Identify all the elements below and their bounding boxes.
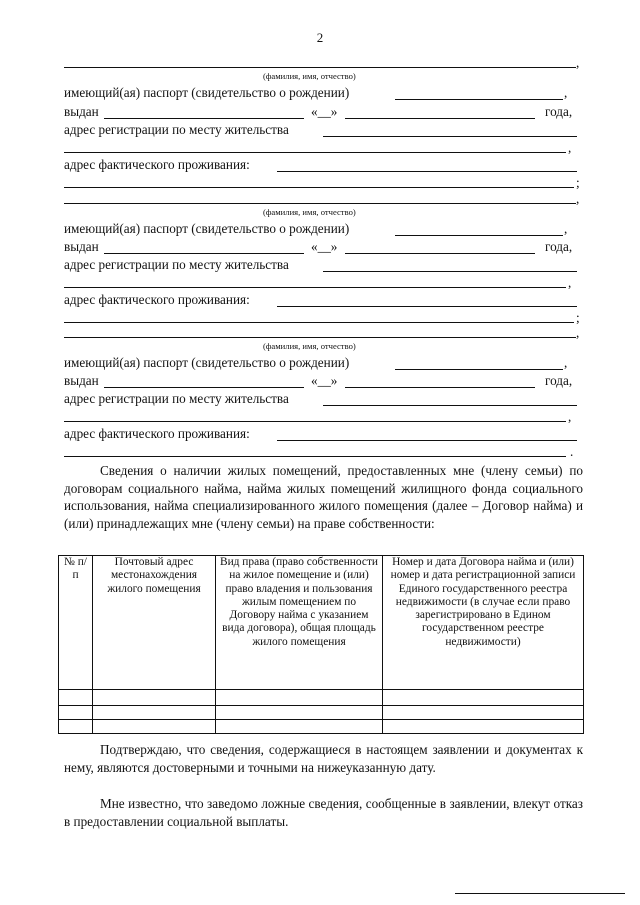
issued-by-field[interactable]	[104, 387, 304, 388]
issued-label: выдан	[64, 104, 99, 119]
comma: ,	[564, 221, 568, 236]
comma: ,	[568, 275, 572, 290]
actual-address-field[interactable]	[277, 171, 577, 172]
issue-date-field[interactable]	[345, 253, 535, 254]
actual-address-field-2[interactable]	[64, 322, 574, 323]
fio-field[interactable]	[64, 67, 576, 68]
year-label: года,	[545, 239, 573, 254]
date-day[interactable]: «__»	[311, 239, 338, 254]
actual-address-field[interactable]	[277, 440, 577, 441]
comma: ,	[568, 409, 572, 424]
actual-address-label: адрес фактического проживания:	[64, 157, 250, 172]
semicolon: ;	[576, 175, 580, 190]
registration-field[interactable]	[323, 405, 577, 406]
passport-field[interactable]	[395, 99, 563, 100]
actual-address-field[interactable]	[277, 306, 577, 307]
year-label: года,	[545, 104, 573, 119]
table-row[interactable]	[59, 706, 584, 720]
col-right-type-header: Вид права (право собственности на жилое помещение и (или) право владения и пользования жилым помещением по Договору найма с указанием вида договора), общая площадь жилого помещения	[216, 556, 383, 690]
issued-by-field[interactable]	[104, 118, 304, 119]
comma: ,	[576, 325, 580, 340]
registration-field-2[interactable]	[64, 152, 566, 153]
residence-table	[58, 555, 584, 734]
period: .	[570, 444, 574, 459]
comma: ,	[564, 355, 568, 370]
passport-field[interactable]	[395, 235, 563, 236]
passport-label: имеющий(ая) паспорт (свидетельство о рождении)	[64, 221, 350, 236]
passport-field[interactable]	[395, 369, 563, 370]
year-label: года,	[545, 373, 573, 388]
comma: ,	[576, 55, 580, 70]
page-number: 2	[316, 30, 324, 45]
actual-address-label: адрес фактического проживания:	[64, 426, 250, 441]
col-number-header: № п/п	[59, 556, 93, 690]
registration-field[interactable]	[323, 271, 577, 272]
registration-field-2[interactable]	[64, 421, 566, 422]
comma: ,	[568, 140, 572, 155]
fio-field[interactable]	[64, 337, 576, 338]
registration-label: адрес регистрации по месту жительства	[64, 257, 289, 272]
table-row[interactable]	[59, 720, 584, 734]
comma: ,	[576, 191, 580, 206]
date-day[interactable]: «__»	[311, 104, 338, 119]
passport-label: имеющий(ая) паспорт (свидетельство о рождении)	[64, 85, 350, 100]
footer-divider	[455, 893, 625, 894]
issued-by-field[interactable]	[104, 253, 304, 254]
issue-date-field[interactable]	[345, 118, 535, 119]
actual-address-label: адрес фактического проживания:	[64, 292, 250, 307]
date-day[interactable]: «__»	[311, 373, 338, 388]
issued-label: выдан	[64, 239, 99, 254]
registration-field-2[interactable]	[64, 287, 566, 288]
fio-caption: (фамилия, имя, отчество)	[263, 71, 356, 81]
warning-paragraph: Мне известно, что заведомо ложные сведения, сообщенные в заявлении, влекут отказ в предоставлении социальной выплаты.	[64, 796, 583, 829]
col-address-header: Почтовый адрес местонахождения жилого помещения	[93, 556, 216, 690]
passport-label: имеющий(ая) паспорт (свидетельство о рождении)	[64, 355, 350, 370]
actual-address-field-2[interactable]	[64, 187, 574, 188]
registration-field[interactable]	[323, 136, 577, 137]
comma: ,	[564, 85, 568, 100]
table-header-row	[59, 556, 584, 690]
fio-caption: (фамилия, имя, отчество)	[263, 341, 356, 351]
issued-label: выдан	[64, 373, 99, 388]
table-row[interactable]	[59, 690, 584, 706]
registration-label: адрес регистрации по месту жительства	[64, 122, 289, 137]
issue-date-field[interactable]	[345, 387, 535, 388]
fio-caption: (фамилия, имя, отчество)	[263, 207, 356, 217]
confirm-paragraph: Подтверждаю, что сведения, содержащиеся в настоящем заявлении и документах к нему, являются достоверными и точными на нижеуказанную дату.	[64, 742, 583, 775]
fio-field[interactable]	[64, 203, 576, 204]
col-contract-header: Номер и дата Договора найма и (или) номер и дата регистрационной записи Единого государственного реестра недвижимости (в случае если право зарегистрировано в Едином государственном реестре недвижимости)	[383, 556, 584, 690]
intro-paragraph: Сведения о наличии жилых помещений, предоставленных мне (члену семьи) по договорам социального найма, найма жилых помещений жилищного фонда социального использования, найма специализированного жилого помещения (далее – Договор найма) и (или) принадлежащих мне (члену семьи) на праве собственности:	[64, 463, 583, 531]
registration-label: адрес регистрации по месту жительства	[64, 391, 289, 406]
semicolon: ;	[576, 310, 580, 325]
actual-address-field-2[interactable]	[64, 456, 566, 457]
